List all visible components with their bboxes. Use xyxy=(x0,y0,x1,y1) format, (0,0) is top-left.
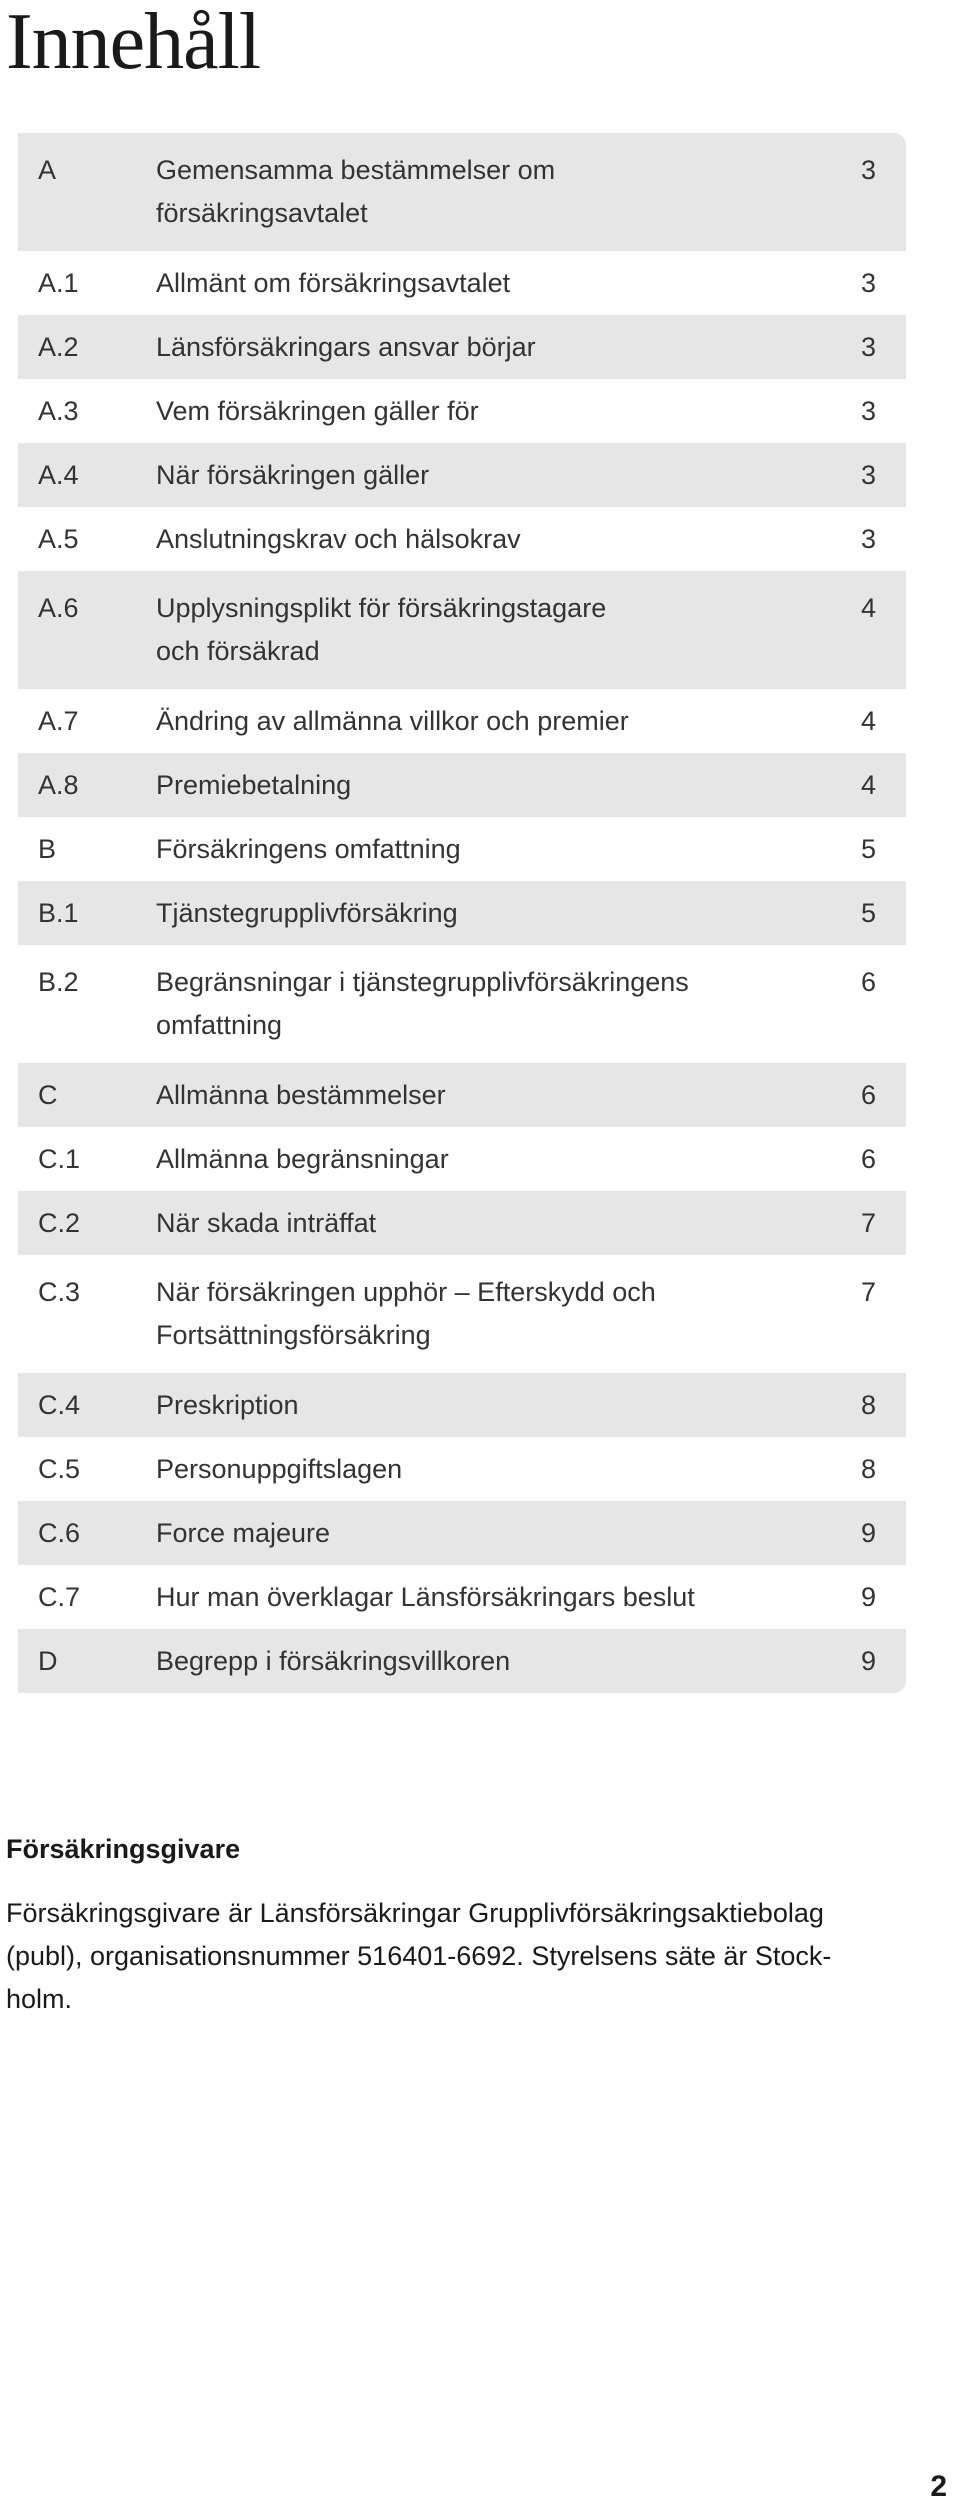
toc-row[interactable] xyxy=(18,251,906,315)
toc-row[interactable] xyxy=(18,881,906,945)
toc-row[interactable] xyxy=(18,443,906,507)
toc-section-title: När försäkringen gäller xyxy=(156,460,430,490)
toc-page-number: 6 xyxy=(860,1144,876,1174)
toc-section-number: B.2 xyxy=(38,967,79,997)
toc-page-number: 4 xyxy=(860,770,876,800)
toc-page-number: 3 xyxy=(860,460,876,490)
toc-section-number: D xyxy=(38,1646,58,1676)
toc-page-number: 3 xyxy=(860,396,876,426)
toc-row[interactable] xyxy=(18,1373,906,1437)
toc-section-number: C.4 xyxy=(38,1390,81,1420)
toc-section-number: A.5 xyxy=(38,524,79,554)
toc-section-number: A.4 xyxy=(38,460,79,490)
toc-section-title: Gemensamma bestämmelser om försäkringsavtalet xyxy=(156,155,556,228)
toc-section-number: C.1 xyxy=(38,1144,81,1174)
toc-page-number: 9 xyxy=(860,1646,876,1676)
toc-row[interactable] xyxy=(18,1191,906,1255)
toc-page-number: 9 xyxy=(860,1582,876,1612)
toc-section-number: A.8 xyxy=(38,770,79,800)
toc-page-number: 3 xyxy=(860,524,876,554)
toc-row[interactable] xyxy=(18,1127,906,1191)
toc-section-title: När skada inträffat xyxy=(156,1208,377,1238)
toc-section-number: C.7 xyxy=(38,1582,81,1612)
page-title: Innehåll xyxy=(6,0,261,86)
toc-section-number: A xyxy=(38,155,57,185)
toc-section-number: A.3 xyxy=(38,396,79,426)
page-number: 2 xyxy=(930,2470,947,2503)
toc-section-number: A.6 xyxy=(38,593,79,623)
toc-section-number: C.6 xyxy=(38,1518,81,1548)
toc-section-title: Tjänstegrupplivförsäkring xyxy=(156,898,458,928)
toc-page-number: 6 xyxy=(860,967,876,997)
toc-section-title: Personuppgiftslagen xyxy=(156,1454,403,1484)
toc-section-number: B.1 xyxy=(38,898,79,928)
toc-section-number: A.1 xyxy=(38,268,79,298)
toc-page-number: 7 xyxy=(860,1208,876,1238)
toc-section-title: Allmänna begränsningar xyxy=(156,1144,449,1174)
toc-page-number: 5 xyxy=(860,898,876,928)
toc-section-title: Premiebetalning xyxy=(156,770,352,800)
toc-page-number: 5 xyxy=(860,834,876,864)
toc-page-number: 3 xyxy=(860,332,876,362)
insurer-heading: Försäkringsgivare xyxy=(6,1834,241,1864)
toc-section-number: A.2 xyxy=(38,332,79,362)
toc-row[interactable] xyxy=(18,315,906,379)
toc-page-number: 8 xyxy=(860,1454,876,1484)
toc-section-title: Vem försäkringen gäller för xyxy=(156,396,479,426)
toc-section-title: När försäkringen upphör – Efterskydd och Fortsättningsförsäkring xyxy=(156,1277,656,1350)
toc-row[interactable] xyxy=(18,507,906,571)
toc-section-number: C xyxy=(38,1080,58,1110)
toc-page-number: 7 xyxy=(860,1277,876,1307)
toc-section-number: B xyxy=(38,834,57,864)
toc-section-title: Begränsningar i tjänstegrupplivförsäkringens omfattning xyxy=(156,967,689,1040)
toc-row[interactable] xyxy=(18,945,906,1063)
toc-section-title: Ändring av allmänna villkor och premier xyxy=(156,706,629,736)
toc-section-title: Anslutningskrav och hälsokrav xyxy=(156,524,521,554)
toc-row[interactable] xyxy=(18,1501,906,1565)
toc-section-number: C.5 xyxy=(38,1454,81,1484)
toc-section-number: C.3 xyxy=(38,1277,81,1307)
toc-row[interactable] xyxy=(18,1565,906,1629)
toc-section-title: Upplysningsplikt för försäkringstagare och försäkrad xyxy=(156,593,607,666)
toc-row[interactable] xyxy=(18,379,906,443)
toc-section-title: Begrepp i försäkringsvillkoren xyxy=(156,1646,511,1676)
toc-page-number: 4 xyxy=(860,706,876,736)
toc-row[interactable] xyxy=(18,753,906,817)
toc-page-number: 6 xyxy=(860,1080,876,1110)
insurer-paragraph: Försäkringsgivare är Länsförsäkringar Grupplivförsäkringsaktiebolag (publ), organisationsnummer 516401-6692. Styrelsens säte är Stock- holm. xyxy=(6,1898,832,2014)
toc-page-number: 9 xyxy=(860,1518,876,1548)
toc-row[interactable] xyxy=(18,1255,906,1373)
toc-page-number: 8 xyxy=(860,1390,876,1420)
toc-section-title: Allmänt om försäkringsavtalet xyxy=(156,268,511,298)
toc-page-number: 4 xyxy=(860,593,876,623)
toc-page-number: 3 xyxy=(860,155,876,185)
toc-row[interactable] xyxy=(18,571,906,689)
toc-section-title: Force majeure xyxy=(156,1518,331,1548)
toc-page-number: 3 xyxy=(860,268,876,298)
table-of-contents xyxy=(18,133,906,1693)
toc-section-title: Hur man överklagar Länsförsäkringars beslut xyxy=(156,1582,695,1612)
toc-row[interactable] xyxy=(18,1063,906,1127)
toc-section-number: C.2 xyxy=(38,1208,81,1238)
toc-row[interactable] xyxy=(18,1437,906,1501)
toc-row[interactable] xyxy=(18,817,906,881)
toc-section-title: Preskription xyxy=(156,1390,299,1420)
toc-row[interactable] xyxy=(18,689,906,753)
toc-row[interactable] xyxy=(18,133,906,251)
toc-section-title: Försäkringens omfattning xyxy=(156,834,461,864)
toc-section-title: Allmänna bestämmelser xyxy=(156,1080,446,1110)
toc-section-number: A.7 xyxy=(38,706,79,736)
toc-section-title: Länsförsäkringars ansvar börjar xyxy=(156,332,536,362)
toc-row[interactable] xyxy=(18,1629,906,1693)
